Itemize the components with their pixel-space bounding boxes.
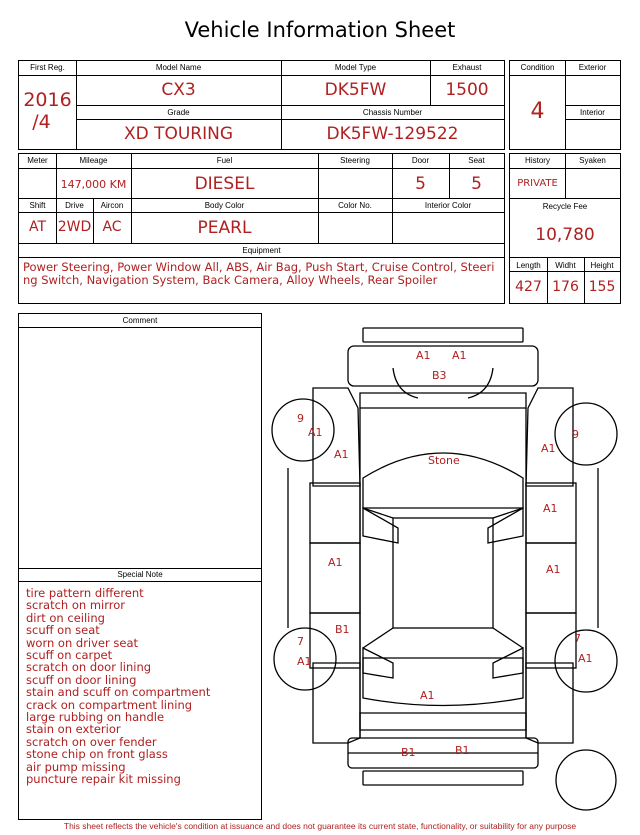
right-rear-door-mark: A1 [546, 563, 561, 576]
equipment-label: Equipment [242, 246, 281, 255]
page-title: Vehicle Information Sheet [184, 18, 456, 42]
history-label: History [525, 156, 550, 165]
exterior-label: Exterior [578, 63, 607, 72]
color-no-label: Color No. [338, 201, 372, 210]
list-item: crack on compartment lining [26, 697, 193, 712]
rear-b1-left-mark: B1 [401, 746, 416, 759]
first-reg-year: 2016 [23, 89, 72, 111]
vehicle-spec-table [18, 153, 505, 304]
right-fender-mark: A1 [541, 442, 556, 455]
left-fender-mark: A1 [334, 448, 349, 461]
body-color-value: PEARL [197, 218, 252, 238]
vehicle-basic-table [18, 60, 505, 150]
list-item: stone chip on front glass [26, 747, 168, 762]
list-item: stain and scuff on compartment [26, 685, 211, 700]
body-color-label: Body Color [204, 201, 245, 210]
special-note-label: Special Note [117, 570, 163, 579]
meter-label: Meter [27, 156, 48, 165]
width-value: 176 [552, 279, 579, 295]
model-type-label: Model Type [334, 63, 377, 72]
left-rear-quarter-mark: B1 [335, 623, 350, 636]
car-damage-diagram [268, 318, 628, 820]
chassis-number-label: Chassis Number [362, 108, 423, 117]
tire-rl-a1-mark: A1 [297, 655, 312, 668]
shift-label: Shift [29, 201, 46, 210]
tire-rr-a1-mark: A1 [578, 652, 593, 665]
recycle-fee-value: 10,780 [535, 225, 595, 245]
list-item: tire pattern different [26, 586, 144, 600]
first-reg-month: /4 [32, 111, 51, 133]
front-b3-mark: B3 [432, 369, 447, 382]
model-name-value: CX3 [161, 80, 196, 100]
fuel-value: DIESEL [194, 174, 255, 194]
fuel-label: Fuel [216, 156, 233, 165]
width-label: Widht [555, 261, 576, 270]
condition-value: 4 [530, 99, 545, 124]
front-a1-left-mark: A1 [416, 349, 431, 362]
list-item: worn on driver seat [26, 635, 139, 650]
door-value: 5 [415, 174, 426, 194]
height-value: 155 [588, 279, 616, 295]
list-item: scuff on seat [26, 623, 100, 638]
list-item: scratch on mirror [26, 598, 126, 613]
condition-label: Condition [520, 63, 555, 72]
comment-label: Comment [122, 316, 158, 325]
drive-label: Drive [65, 201, 84, 210]
mileage-value: 147,000 KM [60, 178, 127, 191]
exhaust-value: 1500 [445, 80, 489, 100]
tire-rl-mark: 7 [297, 635, 304, 648]
door-label: Door [411, 156, 430, 165]
mileage-label: Mileage [79, 156, 108, 165]
length-label: Length [516, 261, 541, 270]
seat-label: Seat [468, 156, 485, 165]
windshield-mark: Stone [428, 454, 460, 467]
list-item: large rubbing on handle [26, 710, 165, 725]
condition-table [509, 60, 621, 150]
first-reg-label: First Reg. [30, 63, 65, 72]
list-item: scuff on carpet [26, 648, 113, 663]
aircon-label: Aircon [100, 201, 124, 210]
aircon-value: AC [102, 219, 122, 235]
chassis-number-value: DK5FW-129522 [326, 124, 459, 144]
steering-label: Steering [340, 156, 370, 165]
recycle-fee-label: Recycle Fee [542, 202, 588, 211]
list-item: scuff on door lining [26, 672, 137, 687]
grade-value: XD TOURING [123, 124, 234, 144]
history-value: PRIVATE [517, 178, 558, 189]
front-a1-right-mark: A1 [452, 349, 467, 362]
tire-fl-a1-mark: A1 [308, 426, 323, 439]
right-front-door-mark: A1 [543, 502, 558, 515]
rear-glass-mark: A1 [420, 689, 435, 702]
disclaimer-footer: This sheet reflects the vehicle's condition at issuance and does not guarantee its current state, functionality, or suitability for any purpose [63, 821, 577, 831]
drive-value: 2WD [57, 219, 92, 235]
list-item: stain on exterior [26, 722, 121, 737]
left-rear-door-mark: A1 [328, 556, 343, 569]
model-type-value: DK5FW [324, 80, 387, 100]
grade-label: Grade [167, 108, 190, 117]
length-value: 427 [515, 279, 542, 295]
list-item: puncture repair kit missing [26, 772, 181, 787]
shift-value: AT [28, 219, 47, 235]
syaken-label: Syaken [579, 156, 606, 165]
list-item: dirt on ceiling [26, 610, 105, 625]
interior-color-label: Interior Color [424, 201, 472, 210]
tire-rr-mark: 7 [574, 632, 581, 645]
tire-fr-mark: 9 [572, 428, 579, 441]
special-notes-list [26, 587, 210, 786]
list-item: scratch on over fender [26, 734, 157, 749]
interior-label: Interior [580, 108, 605, 117]
list-item: air pump missing [26, 759, 126, 774]
tire-fl-mark: 9 [297, 412, 304, 425]
history-table [509, 153, 621, 304]
rear-b1-right-mark: B1 [455, 744, 470, 757]
exhaust-label: Exhaust [452, 63, 482, 72]
equipment-value: Power Steering, Power Window All, ABS, Air Bag, Push Start, Cruise Control, Steering Switch, Navigation System, Back Camera, Alloy Wheels, Rear Spoiler [23, 260, 495, 287]
height-label: Height [590, 261, 614, 270]
seat-value: 5 [471, 174, 482, 194]
list-item: scratch on door lining [26, 660, 152, 675]
model-name-label: Model Name [155, 63, 202, 72]
